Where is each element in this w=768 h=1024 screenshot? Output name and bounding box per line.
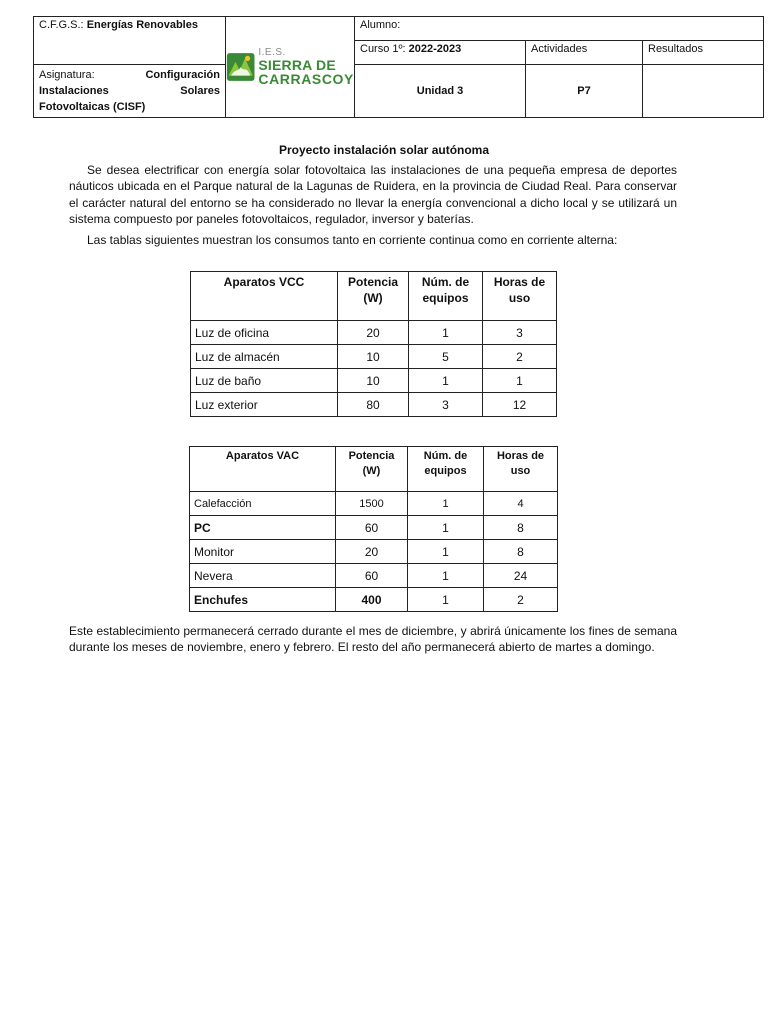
table-row bbox=[190, 492, 558, 516]
device-name: PC bbox=[190, 516, 336, 540]
device-name: Luz de almacén bbox=[191, 345, 338, 369]
power-value: 10 bbox=[338, 345, 409, 369]
cfgs-label: C.F.G.S.: bbox=[39, 19, 84, 31]
asignatura-line2b: Solares bbox=[180, 85, 220, 97]
asignatura-label: Asignatura: bbox=[39, 69, 95, 81]
asignatura-line2a: Instalaciones bbox=[39, 85, 109, 97]
table-row bbox=[190, 588, 558, 612]
schedule-paragraph: Este establecimiento permanecerá cerrado durante el mes de diciembre, y abrirá únicamente los fines de semana durante los meses de noviembre, enero y febrero. El resto del año permanecerá abierto de martes a domingo. bbox=[69, 624, 677, 655]
hours-value: 2 bbox=[484, 588, 558, 612]
units-value: 1 bbox=[409, 321, 483, 345]
column-header: Aparatos VAC bbox=[190, 447, 336, 492]
table-row bbox=[191, 321, 557, 345]
logo-line1: SIERRA DE bbox=[258, 57, 336, 73]
practica-label: P7 bbox=[526, 65, 643, 118]
device-name: Calefacción bbox=[190, 492, 336, 516]
table-header-row bbox=[190, 447, 558, 492]
column-header: Núm. de equipos bbox=[409, 272, 483, 321]
units-value: 1 bbox=[408, 492, 484, 516]
hours-value: 8 bbox=[484, 540, 558, 564]
resultados-value-field[interactable] bbox=[643, 65, 764, 118]
table-row bbox=[190, 540, 558, 564]
alumno-label: Alumno: bbox=[360, 19, 401, 31]
table-row bbox=[190, 564, 558, 588]
hours-value: 4 bbox=[484, 492, 558, 516]
asignatura-cell bbox=[34, 65, 226, 118]
intro-paragraph: Se desea electrificar con energía solar fotovoltaica las instalaciones de una pequeña empresa de deportes náuticos ubicada en el Parque natural de la Lagunas de Ruidera, en la provincia de Ciudad Real. Para conservar el carácter natural del entorno se ha considerado no llevar la energía convencional a dicho local y se utilizará un sistema compuesto por paneles fotovoltaicos, regulador, inversor y baterías. bbox=[69, 163, 677, 226]
table-row bbox=[191, 345, 557, 369]
course-cell bbox=[34, 17, 226, 65]
actividades-label: Actividades bbox=[526, 41, 643, 65]
curso-cell bbox=[355, 41, 526, 65]
tables-intro-paragraph: Las tablas siguientes muestran los consumos tanto en corriente continua como en corriente alterna: bbox=[87, 233, 618, 247]
column-header: Potencia (W) bbox=[336, 447, 408, 492]
column-header: Horas de uso bbox=[484, 447, 558, 492]
logo-line2: CARRASCOY bbox=[258, 71, 354, 87]
power-value: 1500 bbox=[336, 492, 408, 516]
cfgs-value: Energías Renovables bbox=[86, 19, 198, 31]
asignatura-line3: Fotovoltaicas (CISF) bbox=[39, 101, 146, 113]
hours-value: 1 bbox=[483, 369, 557, 393]
table-row bbox=[191, 369, 557, 393]
device-name: Monitor bbox=[190, 540, 336, 564]
logo-ies-text: I.E.S. bbox=[258, 47, 286, 58]
vcc-consumption-table bbox=[190, 271, 557, 417]
curso-label: Curso 1º: bbox=[360, 43, 406, 55]
resultados-label: Resultados bbox=[643, 41, 764, 65]
unidad-label: Unidad 3 bbox=[355, 65, 526, 118]
power-value: 400 bbox=[336, 588, 408, 612]
units-value: 1 bbox=[408, 540, 484, 564]
column-header: Núm. de equipos bbox=[408, 447, 484, 492]
device-name: Luz de baño bbox=[191, 369, 338, 393]
power-value: 10 bbox=[338, 369, 409, 393]
column-header: Potencia (W) bbox=[338, 272, 409, 321]
document-header bbox=[33, 16, 764, 118]
hours-value: 3 bbox=[483, 321, 557, 345]
units-value: 1 bbox=[409, 369, 483, 393]
column-header: Aparatos VCC bbox=[191, 272, 338, 321]
units-value: 3 bbox=[409, 393, 483, 417]
vac-consumption-table bbox=[189, 446, 558, 612]
units-value: 1 bbox=[408, 588, 484, 612]
asignatura-line1: Configuración bbox=[145, 69, 220, 81]
power-value: 80 bbox=[338, 393, 409, 417]
hours-value: 2 bbox=[483, 345, 557, 369]
school-logo bbox=[226, 17, 355, 118]
power-value: 20 bbox=[338, 321, 409, 345]
device-name: Luz exterior bbox=[191, 393, 338, 417]
column-header: Horas de uso bbox=[483, 272, 557, 321]
hours-value: 12 bbox=[483, 393, 557, 417]
device-name: Nevera bbox=[190, 564, 336, 588]
device-name: Luz de oficina bbox=[191, 321, 338, 345]
table-row bbox=[191, 393, 557, 417]
power-value: 60 bbox=[336, 564, 408, 588]
device-name: Enchufes bbox=[190, 588, 336, 612]
mountain-logo-icon bbox=[226, 47, 255, 87]
table-row bbox=[190, 516, 558, 540]
units-value: 5 bbox=[409, 345, 483, 369]
hours-value: 8 bbox=[484, 516, 558, 540]
power-value: 60 bbox=[336, 516, 408, 540]
table-header-row bbox=[191, 272, 557, 321]
alumno-field[interactable] bbox=[355, 17, 764, 41]
page-title: Proyecto instalación solar autónoma bbox=[278, 143, 490, 157]
hours-value: 24 bbox=[484, 564, 558, 588]
power-value: 20 bbox=[336, 540, 408, 564]
units-value: 1 bbox=[408, 564, 484, 588]
curso-value: 2022-2023 bbox=[408, 43, 462, 55]
units-value: 1 bbox=[408, 516, 484, 540]
